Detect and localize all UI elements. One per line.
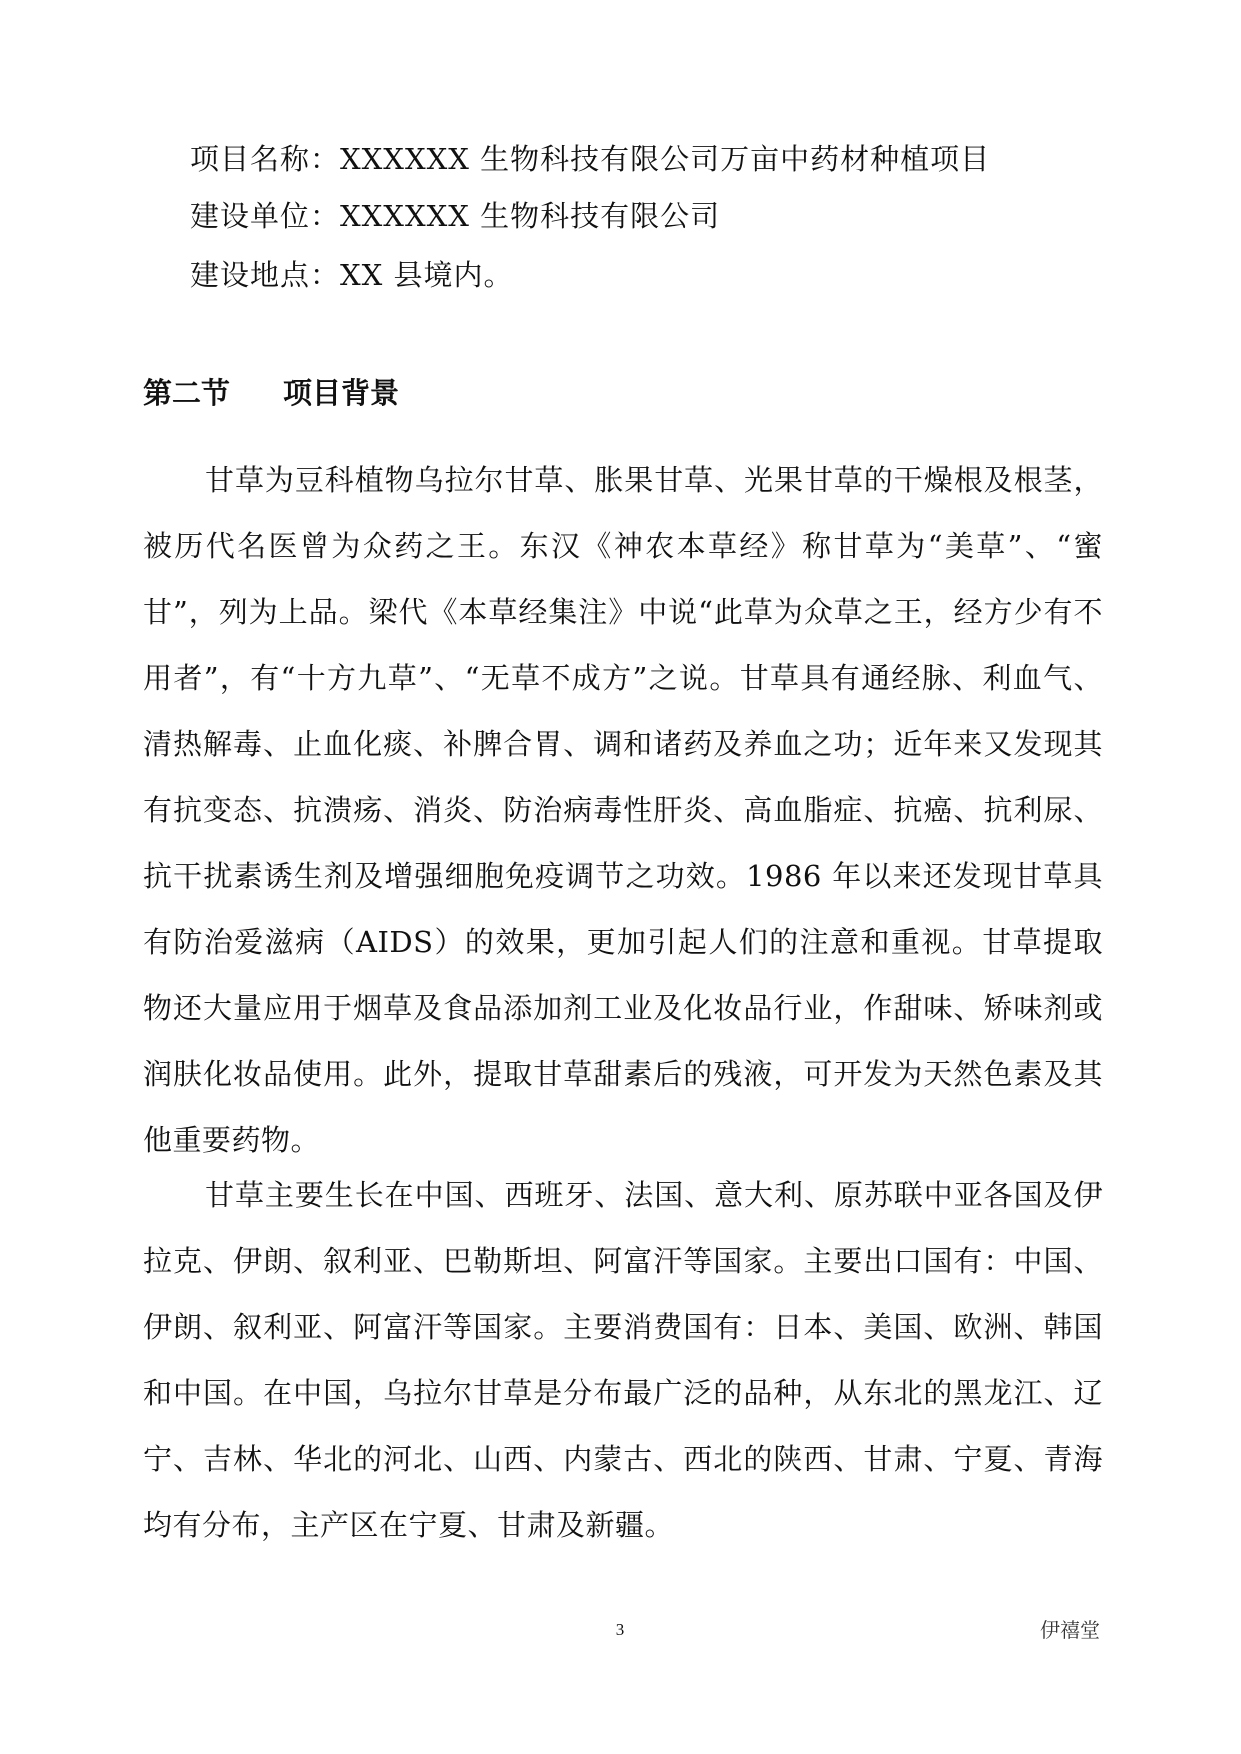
paragraph-licorice-overview: 甘草为豆科植物乌拉尔甘草、胀果甘草、光果甘草的干燥根及根茎，被历代名医曾为众药之王。东汉《神农本草经》称甘草为“美草”、“蜜甘”，列为上品。梁代《本草经集注》中说“此草为众草之王，经方少有不用者”，有“十方九草”、“无草不成方”之说。甘草具有通经脉、利血气、清热解毒、止血化痰、补脾合胃、调和诸药及养血之功；近年来又发现其有抗变态、抗溃疡、消炎、防治病毒性肝炎、高血脂症、抗癌、抗利尿、抗干扰素诱生剂及增强细胞免疫调节之功效。1986 年以来还发现甘草具有防治爱滋病（AIDS）的效果，更加引起人们的注意和重视。甘草提取物还大量应用于烟草及食品添加剂工业及化妆品行业，作甜味、矫味剂或润肤化妆品使用。此外，提取甘草甜素后的残液，可开发为天然色素及其他重要药物。 (143, 463, 1103, 1157)
construction-site-value: XX 县境内。 (340, 258, 514, 292)
project-name-line (190, 139, 990, 179)
section-number: 第二节 (143, 376, 231, 410)
section-heading (143, 373, 399, 413)
section-title: 项目背景 (283, 376, 400, 410)
project-name-value: XXXXXX 生物科技有限公司万亩中药材种植项目 (340, 142, 991, 176)
paragraph-licorice-distribution: 甘草主要生长在中国、西班牙、法国、意大利、原苏联中亚各国及伊拉克、伊朗、叙利亚、巴勒斯坦、阿富汗等国家。主要出口国有：中国、伊朗、叙利亚、阿富汗等国家。主要消费国有：日本、美国、欧洲、韩国和中国。在中国，乌拉尔甘草是分布最广泛的品种，从东北的黑龙江、辽宁、吉林、华北的河北、山西、内蒙古、西北的陕西、甘肃、宁夏、青海均有分布，主产区在宁夏、甘肃及新疆。 (143, 1178, 1103, 1542)
project-name-label: 项目名称： (190, 142, 341, 176)
construction-site-line (190, 255, 514, 295)
construction-unit-label: 建设单位： (190, 199, 341, 233)
construction-unit-value: XXXXXX 生物科技有限公司 (340, 199, 721, 233)
construction-site-label: 建设地点： (190, 258, 341, 292)
page-number: 3 (615, 1620, 625, 1639)
construction-unit-line (190, 196, 720, 236)
footer-company-name: 伊禧堂 (1040, 1618, 1100, 1642)
